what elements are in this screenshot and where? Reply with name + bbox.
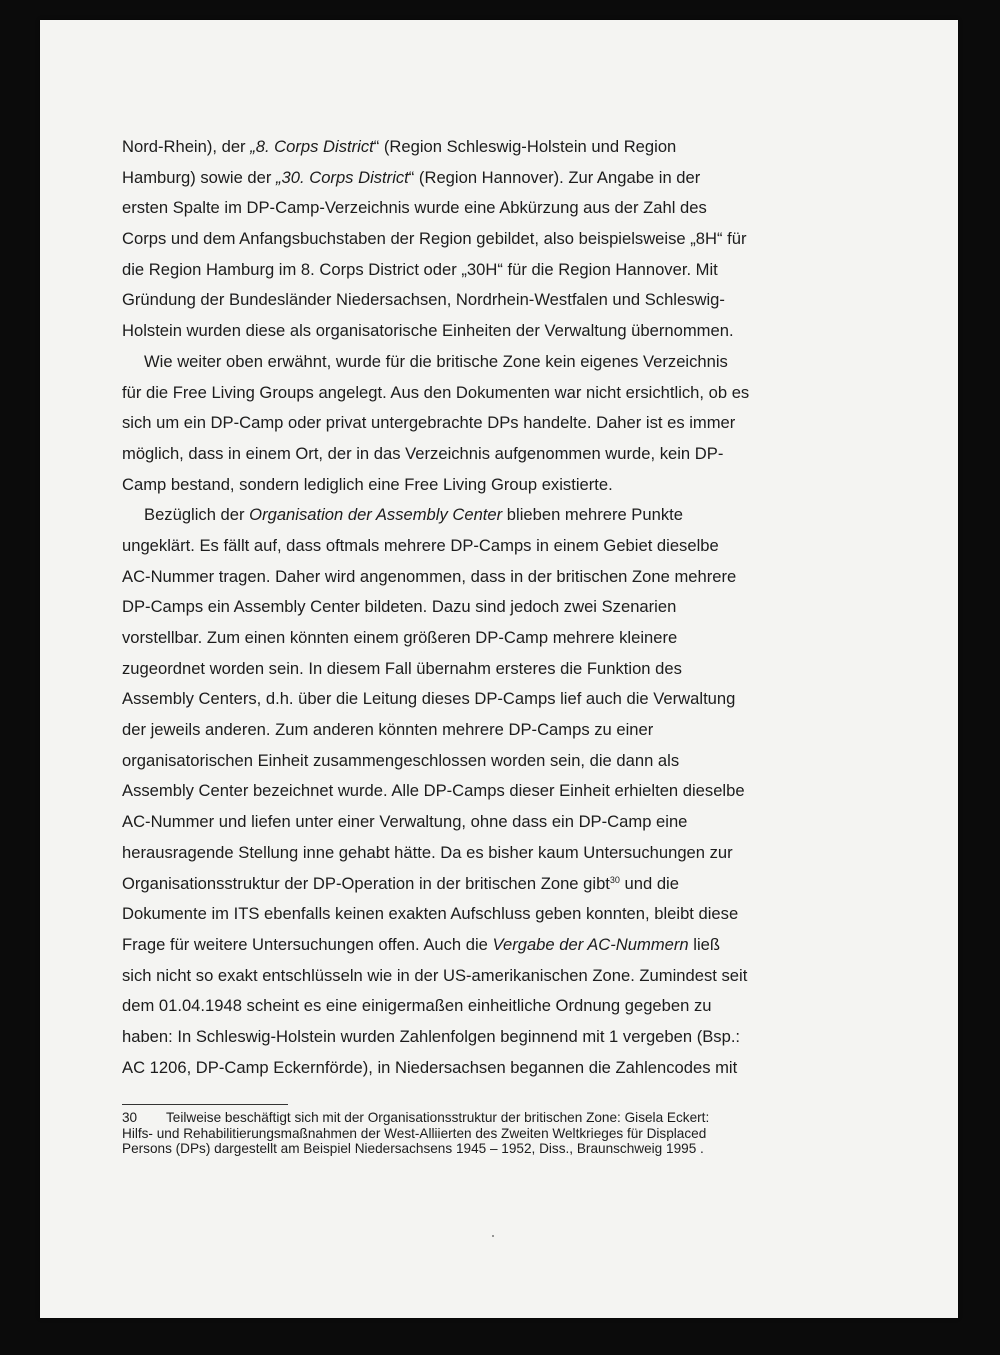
text-run: Corps und dem Anfangsbuchstaben der Region gebildet, also beispielsweise „8H“ für: [122, 229, 747, 249]
text-line: [122, 776, 802, 807]
text-line: [122, 500, 802, 531]
footnote-section: [122, 1110, 802, 1157]
emphasized-text: „8. Corps District: [250, 137, 374, 156]
footnote-text: Teilweise beschäftigt sich mit der Organisationsstruktur der britischen Zone: Gisela Eckert:: [166, 1110, 710, 1125]
text-line: [122, 193, 802, 224]
text-run: Dokumente im ITS ebenfalls keinen exakten Aufschluss geben konnten, bleibt diese: [122, 904, 739, 924]
text-run: Camp bestand, sondern lediglich eine Free Living Group existierte.: [122, 474, 613, 494]
text-line: [122, 132, 802, 163]
text-run: AC-Nummer tragen. Daher wird angenommen, dass in der britischen Zone mehrere: [122, 566, 737, 586]
text-line: [122, 224, 802, 255]
text-run: Bezüglich der: [144, 505, 250, 525]
text-run: dem 01.04.1948 scheint es eine einigermaßen einheitliche Ordnung gegeben zu: [122, 996, 712, 1016]
text-line: [122, 1053, 802, 1084]
text-run: herausragende Stellung inne gehabt hätte. Da es bisher kaum Untersuchungen zur: [122, 842, 733, 862]
text-line: [122, 746, 802, 777]
text-run: und die: [619, 873, 679, 893]
text-line: [122, 1022, 802, 1053]
text-line: [122, 163, 802, 194]
paper-speck: [492, 1235, 494, 1237]
text-run: zugeordnet worden sein. In diesem Fall übernahm ersteres die Funktion des: [122, 658, 682, 678]
footnote-line: Hilfs- und Rehabilitierungsmaßnahmen der West-Alliierten des Zweiten Weltkrieges für Displaced: [122, 1125, 707, 1141]
text-run: ersten Spalte im DP-Camp-Verzeichnis wurde eine Abkürzung aus der Zahl des: [122, 198, 707, 218]
text-run: Hamburg) sowie der: [122, 167, 277, 187]
text-run: AC 1206, DP-Camp Eckernförde), in Niedersachsen begannen die Zahlencodes mit: [122, 1057, 738, 1077]
text-run: Assembly Center bezeichnet wurde. Alle DP-Camps dieser Einheit erhielten dieselbe: [122, 781, 745, 801]
text-line: [122, 531, 802, 562]
text-line: [122, 807, 802, 838]
text-run: Gründung der Bundesländer Niedersachsen, Nordrhein-Westfalen und Schleswig-: [122, 290, 725, 310]
text-run: AC-Nummer und liefen unter einer Verwaltung, ohne dass ein DP-Camp eine: [122, 812, 688, 832]
emphasized-text: Organisation der Assembly Center: [249, 505, 503, 525]
text-run: Assembly Centers, d.h. über die Leitung dieses DP-Camps lief auch die Verwaltung: [122, 689, 736, 709]
text-line: [122, 592, 802, 623]
text-run: möglich, dass in einem Ort, der in das Verzeichnis aufgenommen wurde, kein DP-: [122, 443, 724, 463]
text-run: DP-Camps ein Assembly Center bildeten. Dazu sind jedoch zwei Szenarien: [122, 597, 677, 617]
text-line: [122, 684, 802, 715]
text-run: Holstein wurden diese als organisatorische Einheiten der Verwaltung übernommen.: [122, 321, 734, 341]
text-run: Organisationsstruktur der DP-Operation in der britischen Zone gibt: [122, 873, 610, 893]
footnote-line: Persons (DPs) dargestellt am Beispiel Niedersachsens 1945 – 1952, Diss., Braunschweig 1995 .: [122, 1141, 704, 1156]
text-line: [122, 439, 802, 470]
text-run: der jeweils anderen. Zum anderen könnten mehrere DP-Camps zu einer: [122, 720, 654, 740]
text-line: [122, 654, 802, 685]
text-line: [122, 408, 802, 439]
text-run: Wie weiter oben erwähnt, wurde für die britische Zone kein eigenes Verzeichnis: [144, 351, 728, 371]
text-run: “ (Region Schleswig-Holstein und Region: [373, 137, 677, 156]
text-line: [122, 838, 802, 869]
text-line: [122, 378, 802, 409]
text-line: [122, 623, 802, 654]
footnote-number: 30: [122, 1110, 138, 1125]
emphasized-text: Vergabe der AC-Nummern: [492, 934, 689, 954]
text-line: [122, 255, 802, 286]
text-run: sich nicht so exakt entschlüsseln wie in der US-amerikanischen Zone. Zumindest seit: [122, 965, 748, 985]
text-line: [122, 562, 802, 593]
text-line: [122, 961, 802, 992]
footnote-reference: 30: [609, 874, 620, 885]
text-line: [122, 991, 802, 1022]
text-line: [122, 470, 802, 501]
body-text: [122, 132, 802, 1083]
text-line: [122, 899, 802, 930]
text-line: [122, 930, 802, 961]
footnote-separator: [122, 1104, 288, 1105]
text-line: [122, 715, 802, 746]
text-run: für die Free Living Groups angelegt. Aus den Dokumenten war nicht ersichtlich, ob es: [122, 382, 750, 402]
text-run: Nord-Rhein), der: [122, 137, 251, 156]
text-line: [122, 869, 802, 900]
text-line: [122, 285, 802, 316]
text-line: [122, 347, 802, 378]
text-run: blieben mehrere Punkte: [502, 505, 683, 525]
text-run: organisatorischen Einheit zusammengeschlossen worden sein, die dann als: [122, 750, 680, 770]
footnote-line: [122, 1110, 802, 1126]
text-line: [122, 316, 802, 347]
text-run: ließ: [688, 934, 721, 954]
emphasized-text: „30. Corps District: [276, 167, 409, 187]
text-run: Frage für weitere Untersuchungen offen. Auch die: [122, 934, 493, 954]
text-run: sich um ein DP-Camp oder privat untergebrachte DPs handelte. Daher ist es immer: [122, 413, 736, 433]
text-run: ungeklärt. Es fällt auf, dass oftmals mehrere DP-Camps in einem Gebiet dieselbe: [122, 535, 719, 555]
text-run: die Region Hamburg im 8. Corps District oder „30H“ für die Region Hannover. Mit: [122, 259, 718, 279]
text-run: haben: In Schleswig-Holstein wurden Zahlenfolgen beginnend mit 1 vergeben (Bsp.:: [122, 1026, 741, 1046]
text-run: vorstellbar. Zum einen könnten einem größeren DP-Camp mehrere kleinere: [122, 628, 678, 647]
text-run: “ (Region Hannover). Zur Angabe in der: [408, 167, 701, 187]
